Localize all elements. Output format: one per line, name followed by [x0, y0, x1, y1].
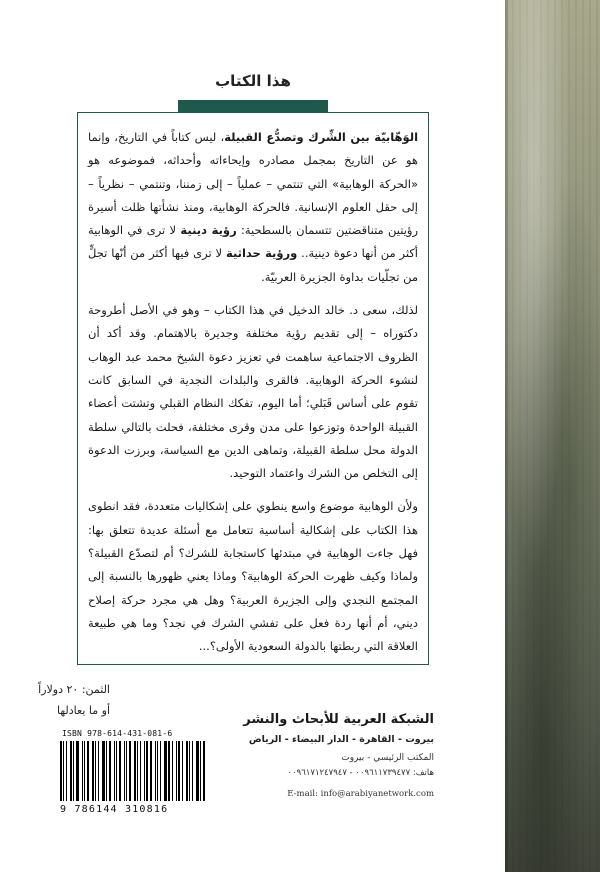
barcode-bar — [140, 741, 141, 801]
barcode-bar — [76, 741, 79, 801]
publisher-office: المكتب الرئيسي - بيروت — [341, 753, 434, 763]
blurb-paragraph-1 — [88, 126, 418, 289]
barcode-bar — [70, 741, 72, 801]
barcode-bar — [134, 741, 137, 801]
barcode-number: 9 786144 310816 — [60, 804, 169, 815]
publisher-email: E-mail: info@arabiyanetwork.com — [287, 789, 434, 799]
barcode-bar — [203, 741, 205, 801]
barcode-bar — [186, 741, 188, 801]
blurb-paragraph-2: لذلك، سعى د. خالد الدخيل في هذا الكتاب – وهو في الأصل أطروحة دكتوراه – إلى تقديم رؤية مختلفة وجديرة بالاهتمام. وقد أكد أن الظروف الاجتماعية ساهمت في تعزيز دعوة الشيخ محمد عبد الوهاب لنشوء الحركة الوهابية. فالقرى والبلدات النجدية في السابق كانت تقوم على أساس قَبَلي؛ أما اليوم، تفكك النظام القبلي وتشتت أعضاء القبيلة الواحدة وتوزعوا على مدن وقرى مختلفة، فحلت بالتالي سلطة الدولة محل سلطة القبيلة، وتماهى الدين مع السياسة، وبرزت الدعوة إلى التخلص من الشرك واعتماد التوحيد. — [88, 303, 418, 481]
barcode-bar — [66, 741, 67, 801]
barcode-bar — [116, 741, 117, 801]
publisher-name: الشبكة العربية للأبحاث والنشر — [243, 712, 434, 727]
isbn-label: ISBN 978-614-431-081-6 — [62, 729, 173, 738]
blurb-paragraph-3: ولأن الوهابية موضوع واسع ينطوي على إشكاليات متعددة، فقد انطوى هذا الكتاب على إشكالية أساسية تتعامل مع أسئلة عديدة تتعلق بها: فهل جاءت الوهابية في مبتدئها كاستجابة للشرك؟ أم لتصدّع القبيلة؟ ولماذا وكيف ظهرت الحركة الوهابية؟ وماذا يعني ظهورها بالنسبة إلى المجتمع النجدي وإلى الجزيرة العربية؟ وهل هي مجرد حركة إصلاح ديني، أم أنها ردة فعل على تفشي الشرك في نجد؟ وما هي طبيعة العلاقة التي ربطتها بالدولة السعودية الأولى؟... — [88, 499, 418, 654]
barcode-bar — [63, 741, 64, 801]
barcode-bar — [192, 741, 193, 801]
barcode-bar — [102, 741, 105, 801]
barcode-bar — [155, 741, 156, 801]
book-title-lead: الوَهّابيّة بين الشِّرك وتصدُّع القبيلة — [224, 130, 419, 144]
barcode — [60, 741, 208, 801]
barcode-bar — [84, 741, 85, 801]
barcode-bar — [126, 741, 127, 801]
barcode-bar — [164, 741, 167, 801]
barcode-bar — [106, 741, 107, 801]
paragraph-1-bold-2: ورؤية حداثية — [225, 246, 298, 261]
paragraph-1-text: ، ليس كتاباً في التاريخ، وإنما هو عن التاريخ بمجمل مصادره وإيحاءاته وأحداثه، فموضوعه هو «الحركة الوهابية» التي تنتمي – عملياً – إلى زمننا، وتنتمي – نظرياً – إلى حقل العلوم الإنسانية. فالحركة الوهابية، ومنذ نشأتها ظلت أسيرة رؤيتين متناقضتين تتسمان بالسطحية: — [88, 130, 419, 238]
barcode-bar — [176, 741, 177, 801]
publisher-phone: هاتف: ٠٠٩٦١١٧٣٩٤٧٧ - ٠٠٩٦١٧١٢٤٧٩٤٧ — [287, 768, 434, 778]
barcode-bar — [87, 741, 89, 801]
paragraph-1-bold-1: رؤية دينية — [180, 223, 237, 238]
barcode-bar — [98, 741, 99, 801]
barcode-bar — [157, 741, 158, 801]
paragraph-1-text-3: لا ترى فيها أكثر من أنّها تجلٍّ من تجلّيات بداوة الجزيرة العربيّة. — [88, 246, 418, 284]
barcode-bar — [60, 741, 62, 801]
barcode-bar — [114, 741, 115, 801]
barcode-bar — [119, 741, 121, 801]
barcode-bar — [137, 741, 138, 801]
barcode-bar — [73, 741, 74, 801]
barcode-bar — [196, 741, 199, 801]
barcode-bar — [150, 741, 152, 801]
barcode-bar — [160, 741, 161, 801]
barcode-bar — [178, 741, 180, 801]
barcode-bar — [109, 741, 111, 801]
paragraph-1-text-2: لا ترى في الوهابية أكثر من أنها دعوة دينية.. — [88, 223, 418, 261]
barcode-bar — [189, 741, 190, 801]
barcode-bar — [168, 741, 170, 801]
barcode-bar — [95, 741, 96, 801]
price-alternative: أو ما يعادلها — [57, 704, 110, 717]
barcode-bar — [144, 741, 145, 801]
barcode-bar — [172, 741, 173, 801]
barcode-bar — [182, 741, 183, 801]
barcode-bar — [82, 741, 83, 801]
publisher-cities: بيروت - القاهرة - الدار البيضاء - الرياض — [248, 734, 434, 745]
price-label: الثمن: ٢٠ دولاراً — [38, 683, 110, 696]
textured-strip — [505, 0, 600, 872]
section-title: هذا الكتاب — [215, 72, 291, 90]
strip-edge — [505, 0, 508, 872]
barcode-bar — [146, 741, 148, 801]
barcode-bar — [92, 741, 94, 801]
barcode-bar — [129, 741, 131, 801]
blurb-text — [88, 126, 418, 669]
barcode-bar — [124, 741, 125, 801]
barcode-bar — [200, 741, 201, 801]
